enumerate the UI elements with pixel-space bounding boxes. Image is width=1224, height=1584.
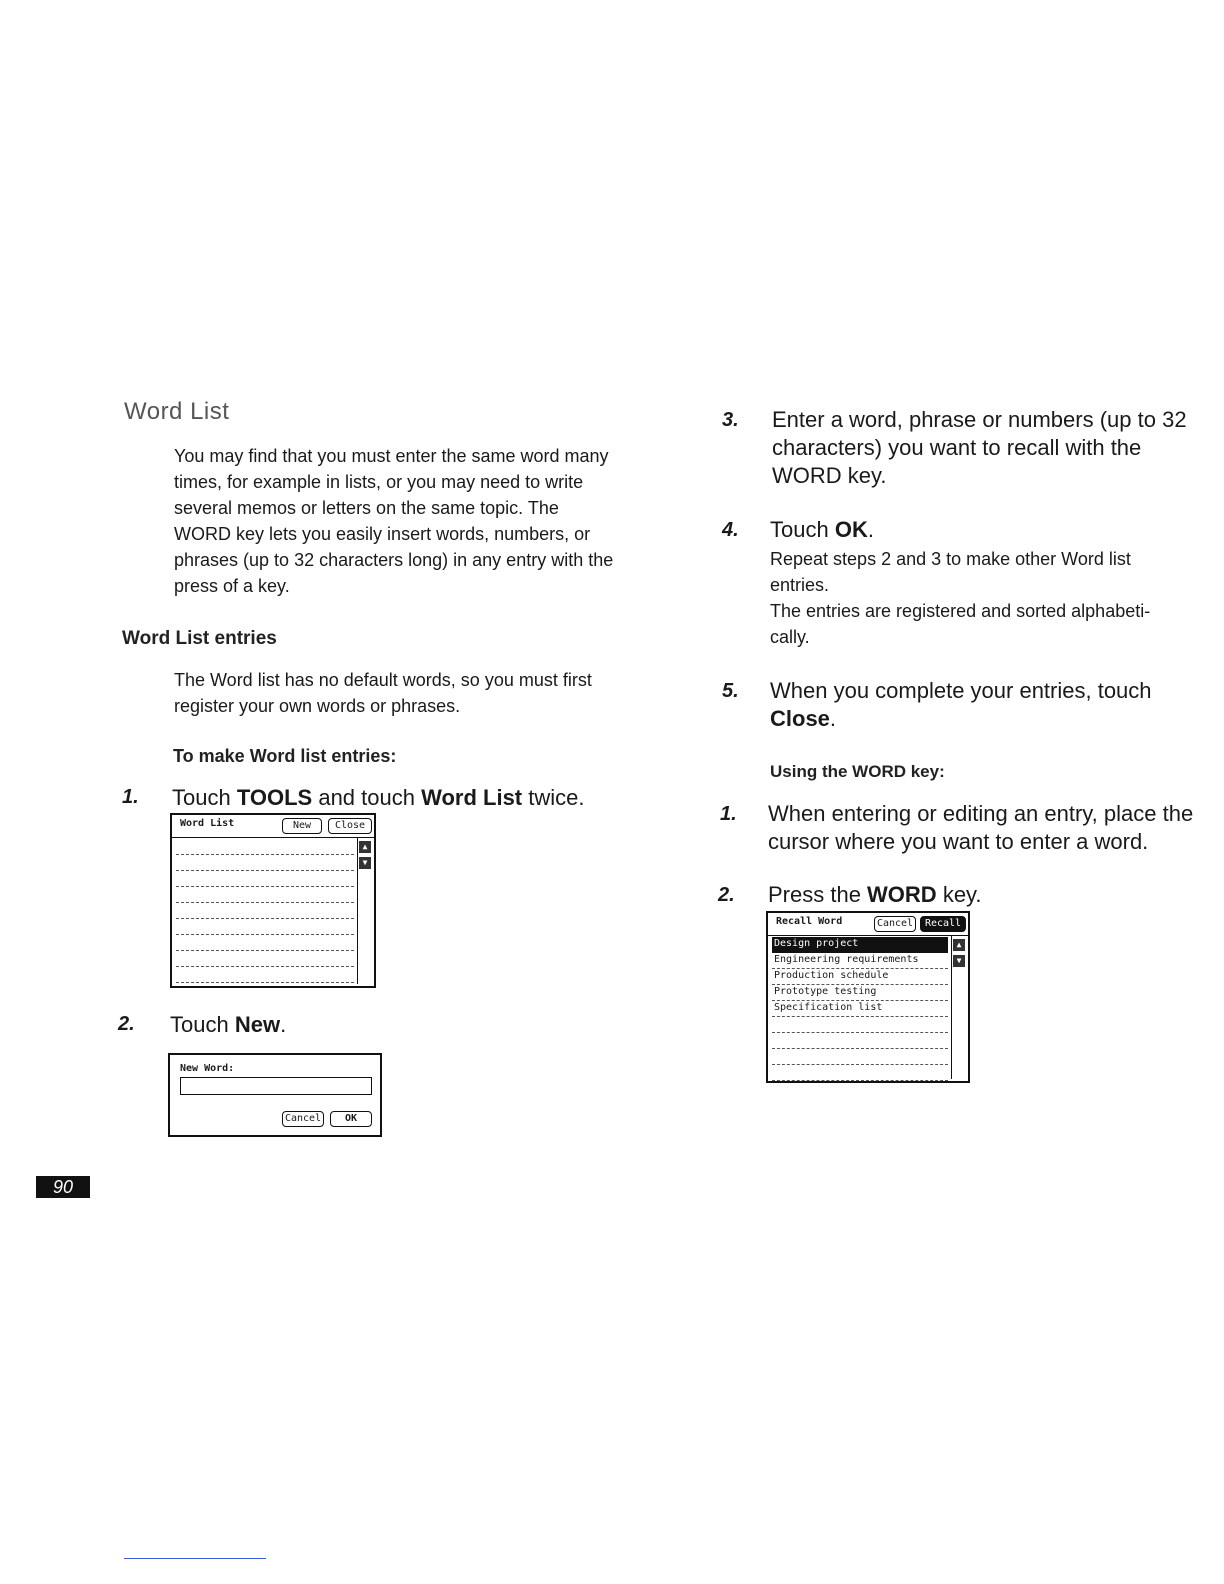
use-step-2-text: Press the WORD key. bbox=[768, 882, 982, 907]
list-item[interactable]: Production schedule bbox=[772, 969, 948, 985]
list-item[interactable] bbox=[176, 871, 354, 887]
use-step-1-number: 1. bbox=[720, 803, 737, 825]
list-item[interactable] bbox=[176, 967, 354, 983]
scrollbar[interactable] bbox=[951, 935, 966, 1079]
recall-button[interactable]: Recall bbox=[920, 916, 966, 932]
word-list-rows bbox=[176, 839, 354, 983]
list-item[interactable] bbox=[176, 951, 354, 967]
new-word-input[interactable] bbox=[180, 1077, 372, 1095]
step-4-note-2: The entries are registered and sorted alphabeti-cally. bbox=[770, 601, 1151, 647]
list-item[interactable] bbox=[176, 839, 354, 855]
recall-word-titlebar bbox=[768, 913, 968, 936]
step-1-text: Touch TOOLS and touch Word List twice. bbox=[172, 785, 585, 810]
footer-divider bbox=[124, 1558, 266, 1559]
scrollbar[interactable] bbox=[357, 837, 372, 984]
step-4-text: Touch OK. bbox=[770, 517, 874, 542]
step-3-number: 3. bbox=[722, 409, 739, 431]
cancel-button[interactable]: Cancel bbox=[874, 916, 916, 932]
list-item[interactable] bbox=[176, 855, 354, 871]
list-item-selected[interactable]: Design project bbox=[772, 937, 948, 953]
step-5-number: 5. bbox=[722, 680, 739, 702]
page-title: Word List bbox=[124, 398, 230, 425]
list-item[interactable] bbox=[772, 1017, 948, 1033]
make-entries-heading: To make Word list entries: bbox=[173, 746, 397, 766]
page-number: 90 bbox=[36, 1176, 90, 1198]
word-list-title: Word List bbox=[180, 818, 235, 829]
close-button[interactable]: Close bbox=[328, 818, 372, 834]
cancel-button[interactable]: Cancel bbox=[282, 1111, 324, 1127]
scroll-up-icon[interactable]: ▲ bbox=[359, 841, 371, 853]
word-list-titlebar bbox=[172, 815, 374, 838]
step-4-note-1: Repeat steps 2 and 3 to make other Word list entries. bbox=[770, 549, 1131, 595]
list-item[interactable] bbox=[176, 887, 354, 903]
list-item[interactable] bbox=[176, 903, 354, 919]
step-4-number: 4. bbox=[722, 519, 739, 541]
entries-heading: Word List entries bbox=[122, 628, 277, 649]
scroll-down-icon[interactable]: ▼ bbox=[953, 955, 965, 967]
new-word-screen bbox=[168, 1053, 382, 1137]
intro-paragraph: You may find that you must enter the same word many times, for example in lists, or you may need to write several memos or letters on the same topic. The WORD key lets you easily insert words, numbers, or phrases (up to 32 characters long) in any entry with the press of a key. bbox=[174, 446, 614, 596]
step-5-text: When you complete your entries, touch Close. bbox=[770, 678, 1152, 731]
recall-word-screen bbox=[766, 911, 970, 1083]
recall-word-title: Recall Word bbox=[776, 916, 843, 927]
ok-button[interactable]: OK bbox=[330, 1111, 372, 1127]
scroll-down-icon[interactable]: ▼ bbox=[359, 857, 371, 869]
recall-word-list bbox=[772, 937, 948, 1081]
list-item[interactable]: Specification list bbox=[772, 1001, 948, 1017]
step-2-number: 2. bbox=[118, 1013, 135, 1035]
step-2-text: Touch New. bbox=[170, 1012, 287, 1037]
entries-paragraph: The Word list has no default words, so you must first register your own words or phrases. bbox=[174, 670, 592, 716]
step-3-text: Enter a word, phrase or numbers (up to 32 characters) you want to recall with the WORD key. bbox=[772, 407, 1187, 488]
list-item[interactable] bbox=[176, 919, 354, 935]
list-item[interactable] bbox=[772, 1033, 948, 1049]
list-item[interactable]: Engineering requirements bbox=[772, 953, 948, 969]
list-item[interactable] bbox=[772, 1049, 948, 1065]
step-1-number: 1. bbox=[122, 786, 139, 808]
use-step-1-text: When entering or editing an entry, place the cursor where you want to enter a word. bbox=[768, 801, 1194, 854]
new-button[interactable]: New bbox=[282, 818, 322, 834]
word-list-screen bbox=[170, 813, 376, 988]
using-word-key-heading: Using the WORD key: bbox=[770, 762, 945, 781]
list-item[interactable] bbox=[176, 935, 354, 951]
scroll-up-icon[interactable]: ▲ bbox=[953, 939, 965, 951]
new-word-label: New Word: bbox=[180, 1063, 235, 1074]
list-item[interactable] bbox=[772, 1065, 948, 1081]
list-item[interactable]: Prototype testing bbox=[772, 985, 948, 1001]
use-step-2-number: 2. bbox=[718, 884, 735, 906]
